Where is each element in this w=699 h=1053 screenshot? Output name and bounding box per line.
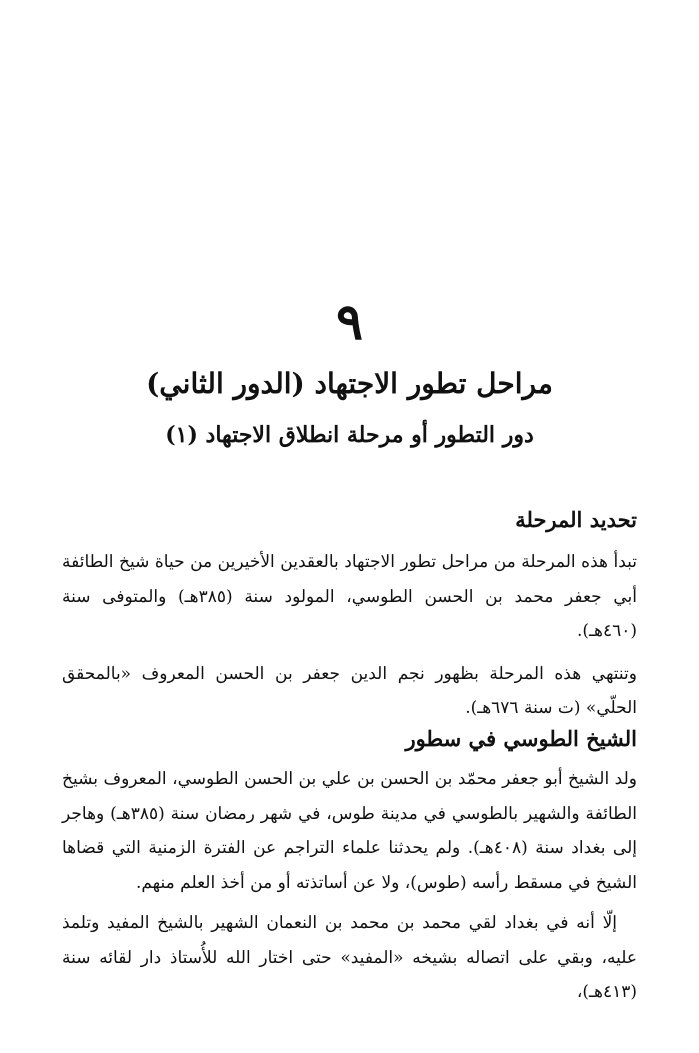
section-tusi-biography bbox=[62, 722, 637, 1010]
section-defining-stage bbox=[62, 503, 637, 726]
paragraph: إلّا أنه في بغداد لقي محمد بن محمد بن النعمان الشهير بالشيخ المفيد وتلمذ عليه، وبقي على اتصاله بشيخه «المفيد» حتى اختار الله للأُستاذ دار لقائه سنة (٤١٣هـ)، bbox=[62, 913, 637, 1002]
chapter-number: ٩ bbox=[336, 292, 363, 351]
paragraph: تبدأ هذه المرحلة من مراحل تطور الاجتهاد بالعقدين الأخيرين من حياة شيخ الطائفة أبي جعفر محمد بن الحسن الطوسي، المولود سنة (٣٨٥هـ) والمتوفى سنة (٤٦٠هـ). bbox=[62, 552, 637, 641]
paragraph: ولد الشيخ أبو جعفر محمّد بن الحسن بن علي بن الحسن الطوسي، المعروف بشيخ الطائفة والشهير بالطوسي في مدينة طوس، في شهر رمضان سنة (٣٨٥هـ) وهاجر إلى بغداد سنة (٤٠٨هـ). ولم يحدثنا علماء التراجم عن الفترة الزمنية التي قضاها الشيخ في مسقط رأسه (طوس)، ولا عن أساتذته أو من أخذ العلم منهم. bbox=[62, 769, 637, 893]
section-heading: الشيخ الطوسي في سطور bbox=[405, 726, 637, 751]
section-heading: تحديد المرحلة bbox=[515, 507, 637, 532]
paragraph: وتنتهي هذه المرحلة بظهور نجم الدين جعفر بن الحسن المعروف «بالمحقق الحلّي» (ت سنة ٦٧٦هـ). bbox=[62, 663, 637, 718]
chapter-title: مراحل تطور الاجتهاد (الدور الثاني) bbox=[146, 367, 553, 400]
chapter-subtitle: دور التطور أو مرحلة انطلاق الاجتهاد (١) bbox=[165, 422, 534, 448]
